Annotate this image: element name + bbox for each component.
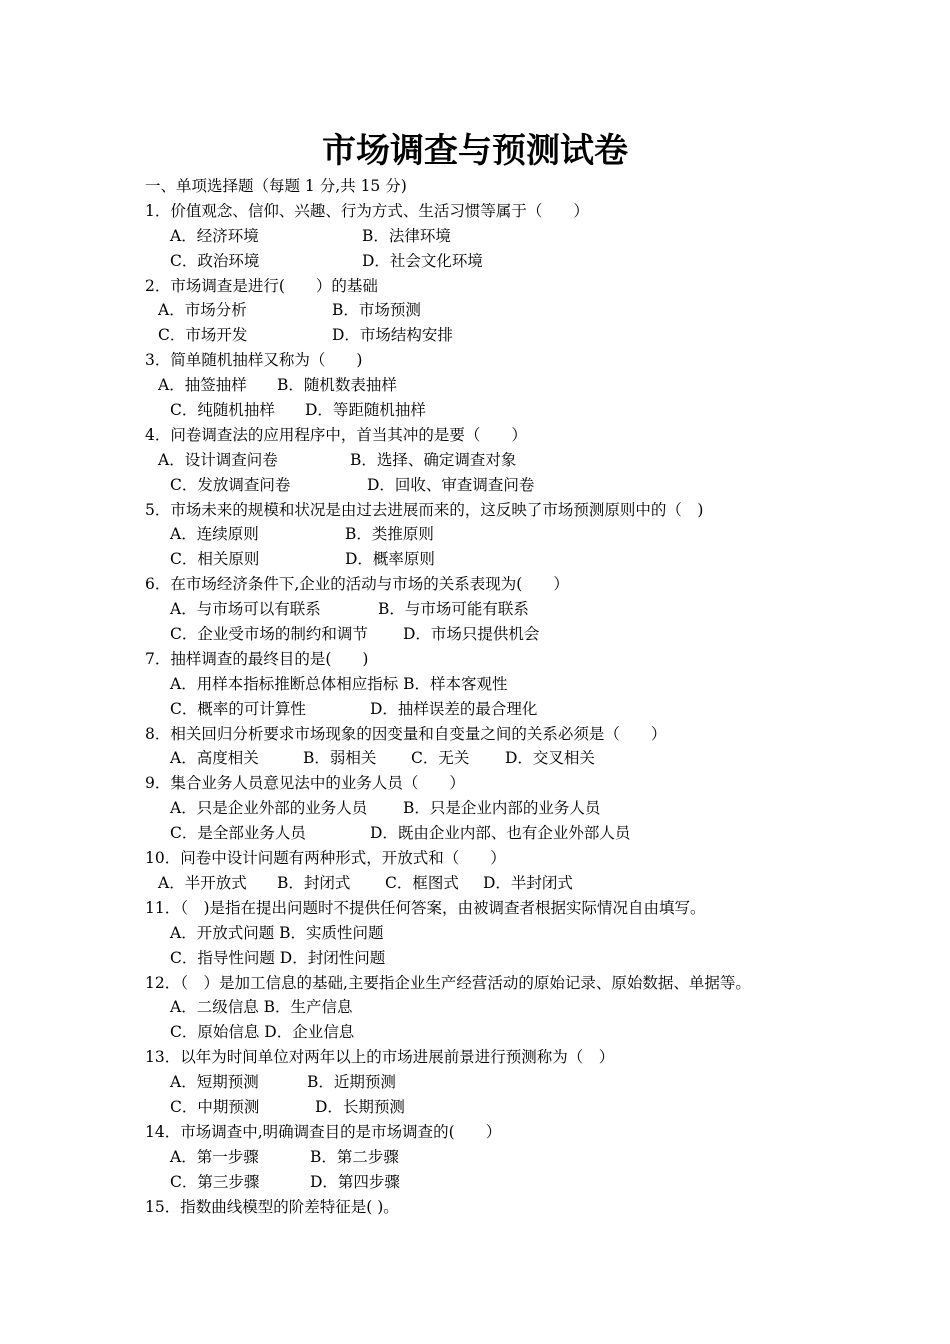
answer-option: D．抽样误差的最合理化 bbox=[370, 699, 538, 718]
option-row bbox=[145, 921, 935, 946]
answer-option: C．中期预测 bbox=[170, 1097, 260, 1116]
answer-option: A．抽签抽样 bbox=[158, 376, 247, 395]
answer-option: B．近期预测 bbox=[307, 1073, 396, 1092]
option-row bbox=[145, 697, 935, 722]
answer-option: B．市场预测 bbox=[332, 301, 421, 320]
answer-option: D．第四步骤 bbox=[310, 1172, 400, 1191]
question-stem: 5．市场未来的规模和状况是由过去进展而来的，这反映了市场预测原则中的（ ) bbox=[145, 500, 704, 519]
question-stem: 11．（ )是指在提出问题时不提供任何答案，由被调查者根据实际情况自由填写。 bbox=[145, 898, 706, 917]
question-stem: 9．集合业务人员意见法中的业务人员（ ） bbox=[145, 774, 465, 793]
option-row bbox=[145, 249, 935, 274]
answer-option: A．开放式问题 B．实质性问题 bbox=[170, 923, 384, 942]
option-row bbox=[145, 547, 935, 572]
answer-option: C．无关 bbox=[411, 749, 470, 768]
answer-option: D．长期预测 bbox=[315, 1097, 405, 1116]
answer-option: A．市场分析 bbox=[158, 301, 247, 320]
question-stem: 10．问卷中设计问题有两种形式，开放式和（ ） bbox=[145, 849, 506, 868]
option-row bbox=[145, 1170, 935, 1195]
answer-option: D．等距随机抽样 bbox=[305, 401, 426, 420]
question-stem: 4．问卷调查法的应用程序中，首当其冲的是要（ ） bbox=[145, 425, 527, 444]
option-row bbox=[145, 995, 935, 1020]
answer-option: A．短期预测 bbox=[170, 1073, 259, 1092]
question-stem: 6．在市场经济条件下,企业的活动与市场的关系表现为( ） bbox=[145, 575, 569, 594]
answer-option: C．第三步骤 bbox=[170, 1172, 260, 1191]
answer-option: D．市场结构安排 bbox=[332, 326, 453, 345]
answer-option: D．回收、审查调查问卷 bbox=[367, 475, 535, 494]
option-row bbox=[145, 1095, 935, 1120]
option-row bbox=[145, 398, 935, 423]
question-stem: 3．简单随机抽样又称为（ ) bbox=[145, 351, 363, 370]
answer-option: A．经济环境 bbox=[170, 226, 259, 245]
option-row bbox=[145, 821, 935, 846]
answer-option: D．半封闭式 bbox=[483, 873, 573, 892]
page-title: 市场调查与预测试卷 bbox=[322, 131, 628, 171]
question-list bbox=[145, 174, 935, 1219]
answer-option: B．弱相关 bbox=[303, 749, 377, 768]
option-row bbox=[145, 1145, 935, 1170]
answer-option: C．相关原则 bbox=[170, 550, 260, 569]
answer-option: A．第一步骤 bbox=[170, 1147, 259, 1166]
option-row bbox=[145, 597, 935, 622]
answer-option: C．纯随机抽样 bbox=[170, 401, 275, 420]
answer-option: B．法律环境 bbox=[362, 226, 451, 245]
option-row bbox=[145, 672, 935, 697]
answer-option: D．社会文化环境 bbox=[362, 251, 483, 270]
answer-option: A．与市场可以有联系 bbox=[170, 600, 321, 619]
option-row bbox=[145, 323, 935, 348]
question-stem: 14．市场调查中,明确调查目的是市场调查的( ） bbox=[145, 1122, 502, 1141]
option-row bbox=[145, 373, 935, 398]
answer-option: D．既由企业内部、也有企业外部人员 bbox=[370, 824, 631, 843]
answer-option: C．市场开发 bbox=[158, 326, 248, 345]
option-row bbox=[145, 746, 935, 771]
answer-option: C．是全部业务人员 bbox=[170, 824, 306, 843]
answer-option: A．二级信息 B．生产信息 bbox=[170, 998, 353, 1017]
option-row bbox=[145, 448, 935, 473]
answer-option: A．设计调查问卷 bbox=[158, 450, 278, 469]
question-stem: 13．以年为时间单位对两年以上的市场进展前景进行预测称为（ ） bbox=[145, 1048, 615, 1067]
answer-option: B．类推原则 bbox=[345, 525, 434, 544]
question-stem: 7．抽样调查的最终目的是( ) bbox=[145, 649, 369, 668]
answer-option: A．只是企业外部的业务人员 bbox=[170, 799, 368, 818]
answer-option: B．与市场可能有联系 bbox=[378, 600, 529, 619]
question-stem: 2．市场调查是进行( ）的基础 bbox=[145, 276, 378, 295]
answer-option: A．用样本指标推断总体相应指标 B．样本客观性 bbox=[170, 674, 508, 693]
answer-option: D．市场只提供机会 bbox=[403, 625, 540, 644]
option-row bbox=[145, 473, 935, 498]
option-row bbox=[145, 1070, 935, 1095]
option-row bbox=[145, 622, 935, 647]
answer-option: B．只是企业内部的业务人员 bbox=[403, 799, 601, 818]
answer-option: C．指导性问题 D．封闭性问题 bbox=[170, 948, 386, 967]
question-stem: 12．（ ）是加工信息的基础,主要指企业生产经营活动的原始记录、原始数据、单据等。 bbox=[145, 973, 751, 992]
answer-option: D．概率原则 bbox=[345, 550, 435, 569]
answer-option: C．发放调查问卷 bbox=[170, 475, 291, 494]
question-stem: 1．价值观念、信仰、兴趣、行为方式、生活习惯等属于（ ） bbox=[145, 201, 589, 220]
answer-option: B．选择、确定调查对象 bbox=[350, 450, 517, 469]
question-stem: 8．相关回归分析要求市场现象的因变量和自变量之间的关系必须是（ ） bbox=[145, 724, 667, 743]
answer-option: B．随机数表抽样 bbox=[277, 376, 397, 395]
answer-option: C．企业受市场的制约和调节 bbox=[170, 625, 368, 644]
section-heading: 一、单项选择题（每题 1 分,共 15 分) bbox=[145, 177, 407, 195]
answer-option: B．封闭式 bbox=[277, 873, 351, 892]
option-row bbox=[145, 224, 935, 249]
answer-option: A．连续原则 bbox=[170, 525, 259, 544]
option-row bbox=[145, 298, 935, 323]
option-row bbox=[145, 522, 935, 547]
answer-option: B．第二步骤 bbox=[310, 1147, 399, 1166]
answer-option: C．框图式 bbox=[385, 873, 459, 892]
option-row bbox=[145, 871, 935, 896]
question-stem: 15．指数曲线模型的阶差特征是( )。 bbox=[145, 1197, 399, 1216]
answer-option: D．交叉相关 bbox=[505, 749, 595, 768]
answer-option: A．高度相关 bbox=[170, 749, 259, 768]
option-row bbox=[145, 796, 935, 821]
answer-option: C．原始信息 D．企业信息 bbox=[170, 1023, 355, 1042]
answer-option: C．概率的可计算性 bbox=[170, 699, 306, 718]
option-row bbox=[145, 1020, 935, 1045]
option-row bbox=[145, 946, 935, 971]
answer-option: C．政治环境 bbox=[170, 251, 260, 270]
answer-option: A．半开放式 bbox=[158, 873, 247, 892]
